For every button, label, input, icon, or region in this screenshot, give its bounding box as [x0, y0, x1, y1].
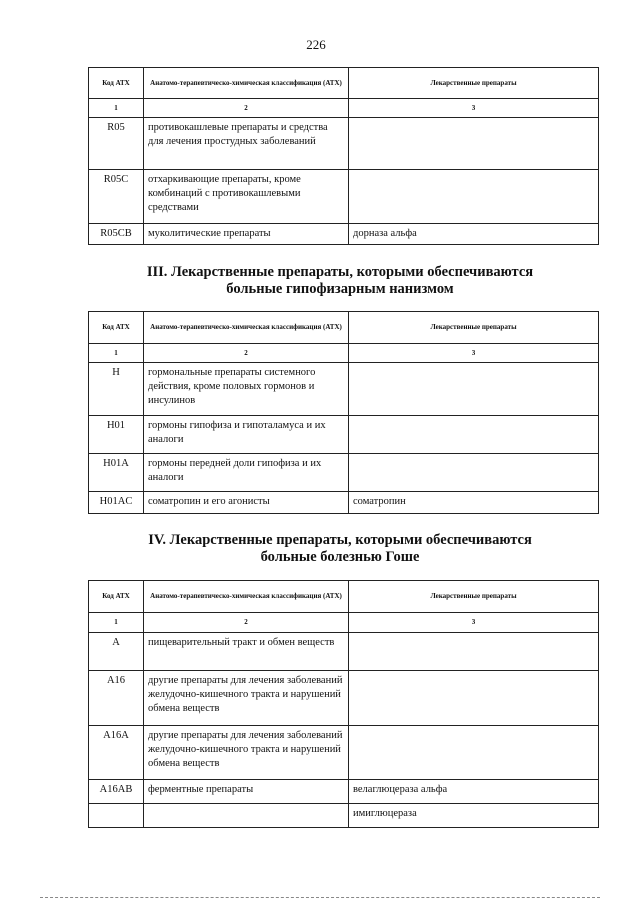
column-number: 1	[89, 344, 144, 363]
column-number: 3	[349, 613, 599, 633]
atx-drug	[349, 726, 599, 780]
atx-classification: соматропин и его агонисты	[144, 492, 349, 514]
table-row	[89, 416, 599, 454]
atx-code	[89, 804, 144, 828]
atx-drug	[349, 170, 599, 224]
section-4-title-line-2: больные болезнью Гоше	[260, 549, 420, 565]
table-row	[89, 780, 599, 804]
table-row	[89, 363, 599, 416]
column-number: 1	[89, 613, 144, 633]
header-classification: Анатомо-терапевтическо-химическая классификация (АТХ)	[144, 68, 349, 99]
header-classification: Анатомо-терапевтическо-химическая классификация (АТХ)	[144, 581, 349, 613]
table-row	[89, 671, 599, 726]
atx-classification: гормоны гипофиза и гипоталамуса и их аналоги	[144, 416, 349, 454]
table-row	[89, 492, 599, 514]
section-3-title-line-1: III. Лекарственные препараты, которыми обеспечиваются	[146, 264, 534, 280]
column-number: 3	[349, 344, 599, 363]
atx-code: A	[89, 633, 144, 671]
atx-classification: другие препараты для лечения заболеваний желудочно-кишечного тракта и нарушений обмена веществ	[144, 726, 349, 780]
atx-table-2	[88, 311, 599, 514]
column-number: 3	[349, 99, 599, 118]
atx-classification: муколитические препараты	[144, 224, 349, 245]
section-4-title	[60, 532, 620, 566]
atx-table-3	[88, 580, 599, 828]
atx-code: R05CB	[89, 224, 144, 245]
atx-classification: противокашлевые препараты и средства для лечения простудных заболеваний	[144, 118, 349, 170]
atx-classification: другие препараты для лечения заболеваний желудочно-кишечного тракта и нарушений обмена веществ	[144, 671, 349, 726]
column-number: 2	[144, 613, 349, 633]
column-number: 1	[89, 99, 144, 118]
section-3-title	[60, 264, 620, 298]
atx-drug	[349, 363, 599, 416]
atx-code: A16	[89, 671, 144, 726]
atx-code: H01	[89, 416, 144, 454]
scan-edge-line	[40, 897, 600, 898]
atx-classification: пищеварительный тракт и обмен веществ	[144, 633, 349, 671]
section-3-title-line-2: больные гипофизарным нанизмом	[226, 281, 454, 297]
atx-code: A16AB	[89, 780, 144, 804]
table-row	[89, 726, 599, 780]
table-header-row	[89, 68, 599, 99]
atx-drug: имиглюцераза	[349, 804, 599, 828]
column-number-row	[89, 613, 599, 633]
atx-code: A16A	[89, 726, 144, 780]
header-code: Код АТХ	[89, 68, 144, 99]
table-header-row	[89, 581, 599, 613]
header-code: Код АТХ	[89, 312, 144, 344]
atx-classification: гормоны передней доли гипофиза и их аналоги	[144, 454, 349, 492]
atx-classification: гормональные препараты системного действия, кроме половых гормонов и инсулинов	[144, 363, 349, 416]
atx-drug: велаглюцераза альфа	[349, 780, 599, 804]
header-drugs: Лекарственные препараты	[349, 68, 599, 99]
atx-drug	[349, 118, 599, 170]
atx-classification	[144, 804, 349, 828]
atx-drug	[349, 633, 599, 671]
atx-code: R05	[89, 118, 144, 170]
atx-drug: дорназа альфа	[349, 224, 599, 245]
table-header-row	[89, 312, 599, 344]
header-code: Код АТХ	[89, 581, 144, 613]
column-number: 2	[144, 99, 349, 118]
header-drugs: Лекарственные препараты	[349, 312, 599, 344]
table-row	[89, 118, 599, 170]
table-row	[89, 804, 599, 828]
section-4-title-line-1: IV. Лекарственные препараты, которыми обеспечиваются	[148, 532, 532, 548]
table-row	[89, 633, 599, 671]
page-number: 226	[306, 37, 326, 52]
atx-drug: соматропин	[349, 492, 599, 514]
atx-classification: отхаркивающие препараты, кроме комбинаций с противокашлевыми средствами	[144, 170, 349, 224]
atx-table-1	[88, 67, 599, 245]
table-row	[89, 224, 599, 245]
atx-code: H	[89, 363, 144, 416]
atx-code: R05C	[89, 170, 144, 224]
table-row	[89, 454, 599, 492]
column-number-row	[89, 99, 599, 118]
column-number-row	[89, 344, 599, 363]
header-drugs: Лекарственные препараты	[349, 581, 599, 613]
atx-drug	[349, 416, 599, 454]
header-classification: Анатомо-терапевтическо-химическая классификация (АТХ)	[144, 312, 349, 344]
atx-drug	[349, 671, 599, 726]
atx-code: H01A	[89, 454, 144, 492]
column-number: 2	[144, 344, 349, 363]
atx-classification: ферментные препараты	[144, 780, 349, 804]
atx-code: H01AC	[89, 492, 144, 514]
atx-drug	[349, 454, 599, 492]
table-row	[89, 170, 599, 224]
